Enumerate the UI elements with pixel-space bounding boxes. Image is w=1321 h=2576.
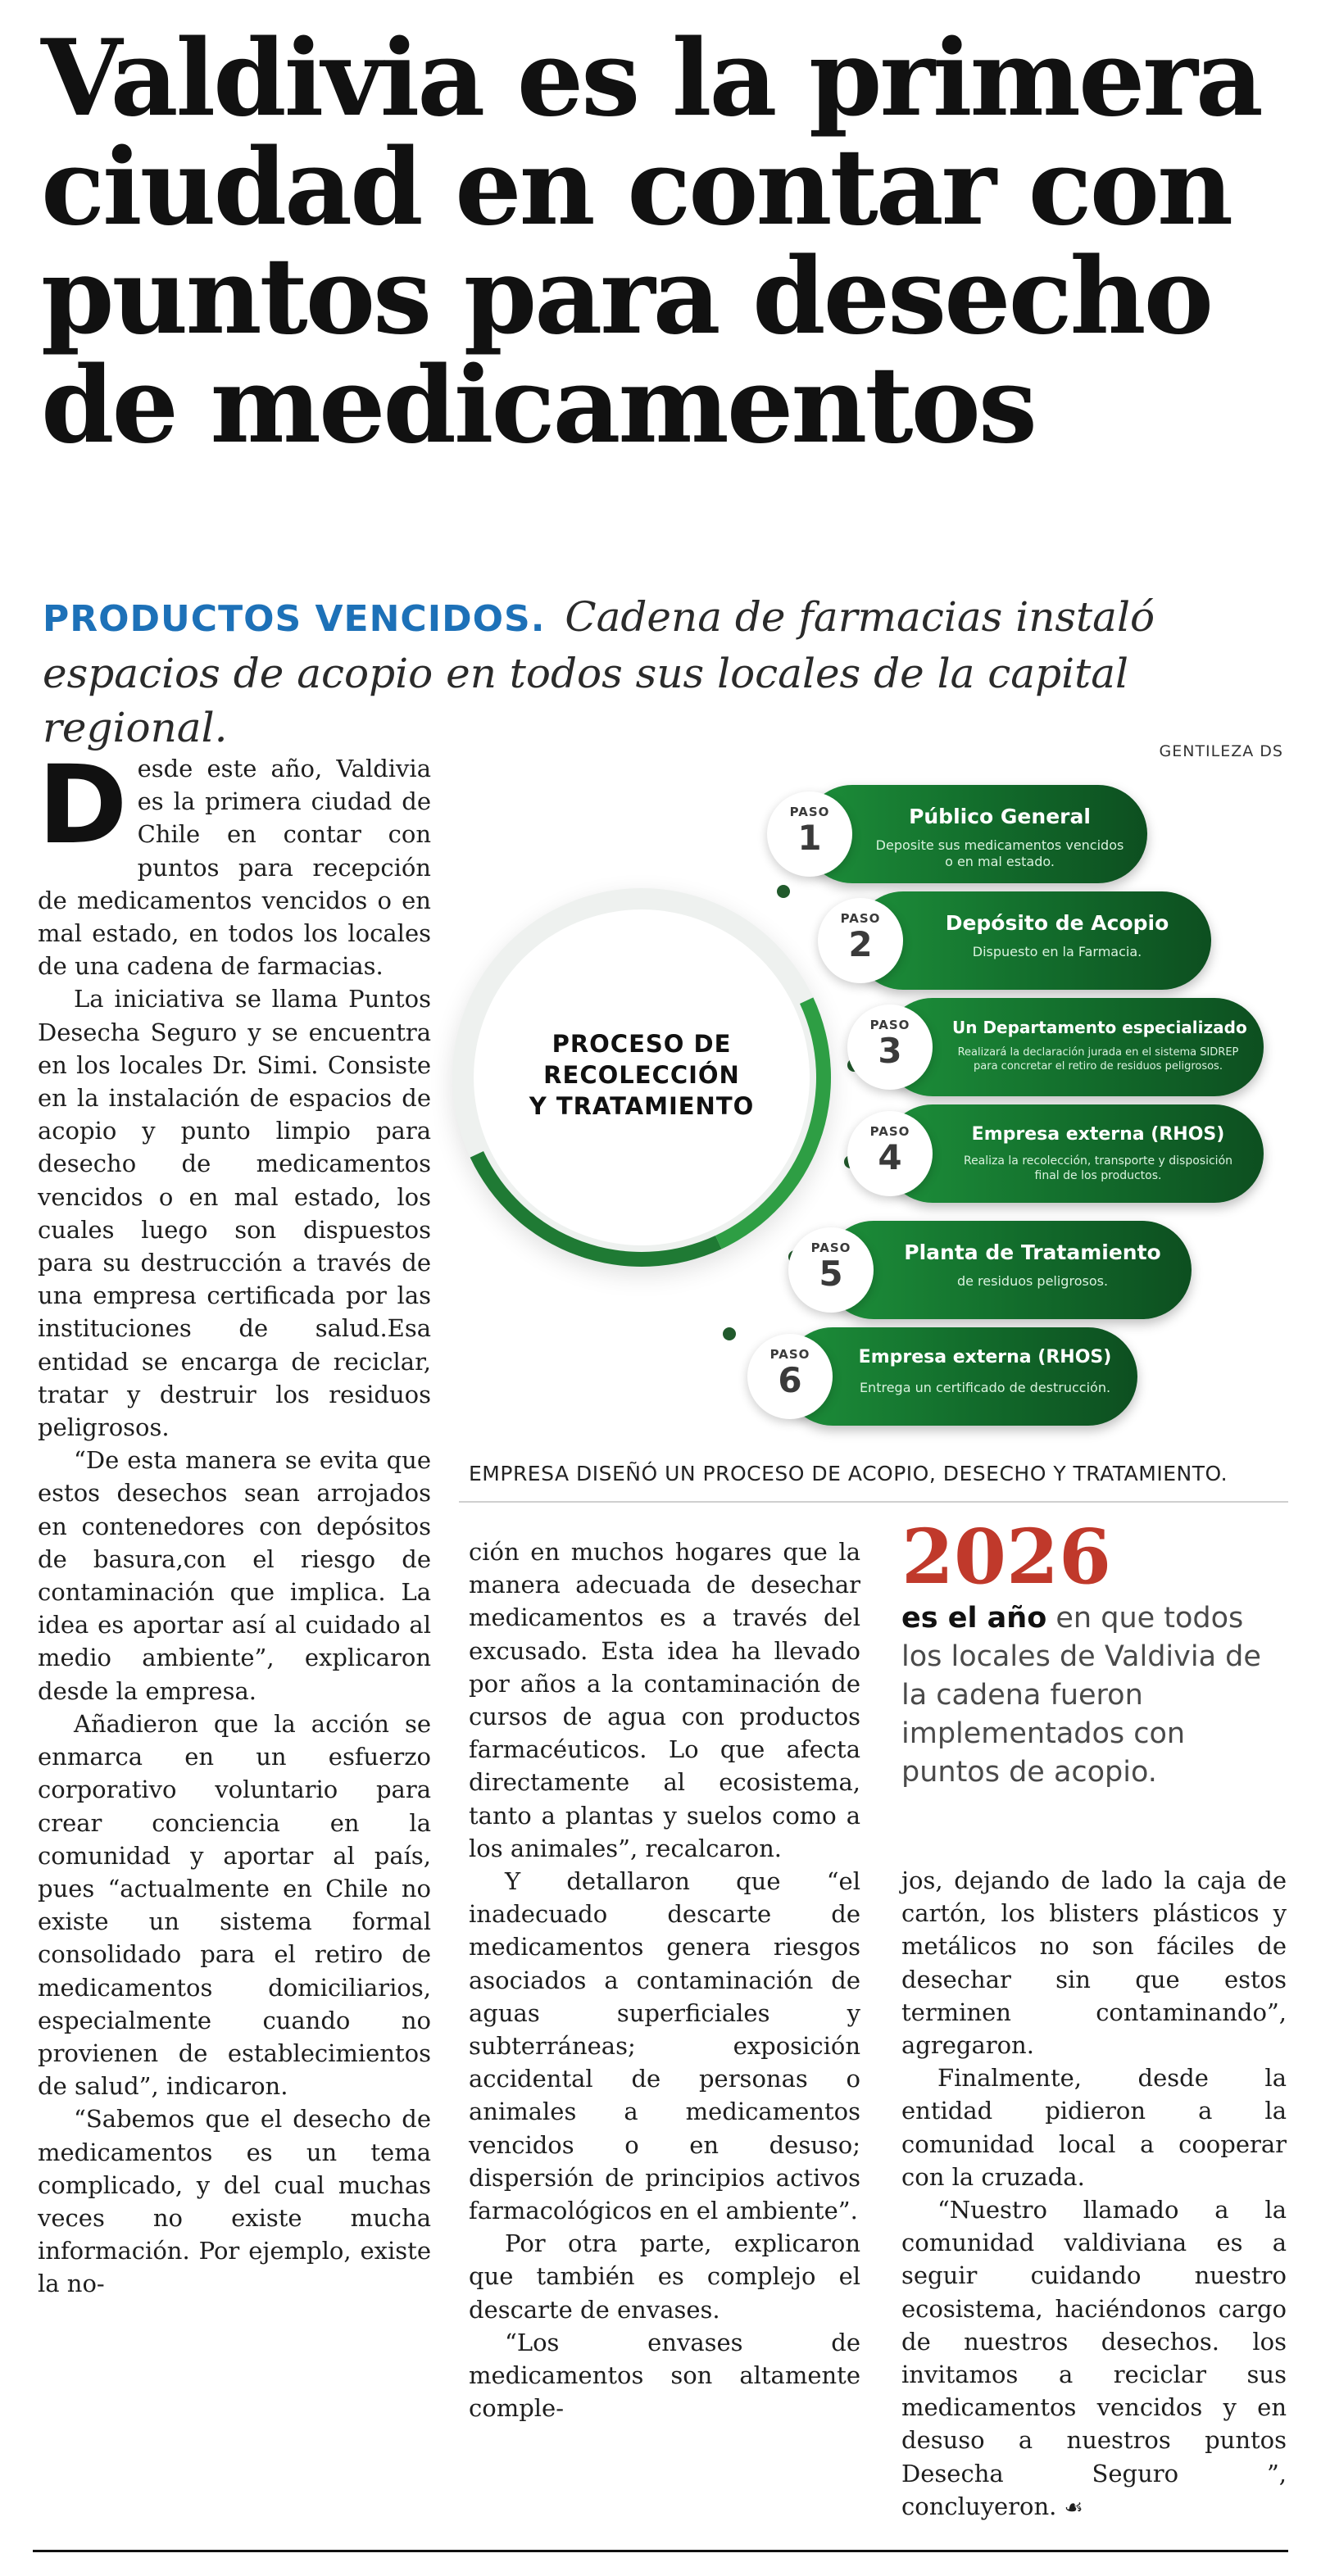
paragraph: Finalmente, desde la entidad pidieron a la comunidad local a cooperar con la cruzada. bbox=[901, 2064, 1287, 2191]
body-column-1 bbox=[38, 742, 431, 2301]
connector-dot bbox=[723, 1327, 736, 1340]
step-number: 4 bbox=[878, 1137, 902, 1177]
end-mark-icon: ☙ bbox=[1064, 2495, 1083, 2520]
deck bbox=[43, 590, 1288, 755]
process-step-6 bbox=[769, 1327, 1137, 1426]
process-step-1 bbox=[789, 785, 1147, 883]
caption-divider bbox=[459, 1501, 1288, 1503]
connector-dot bbox=[777, 885, 790, 898]
step-badge bbox=[747, 1334, 833, 1419]
stat-text bbox=[901, 1599, 1287, 1792]
headline-line: puntos para desecho bbox=[41, 235, 1211, 358]
paragraph: Y detallaron que “el inadecuado descarte de medicamentos genera riesgos asociados a contaminación de aguas superficiales y subterráneas; exposición accidental de personas o animales a medicamentos vencidos o en desuso; dispersión de principios activos farmacológicos en el ambiente”. bbox=[469, 1867, 860, 2225]
stat-number: 2026 bbox=[901, 1512, 1112, 1601]
stat-lead: es el año bbox=[901, 1602, 1047, 1635]
step-description: Realizará la declaración jurada en el sistema SIDREP para concretar el retiro de residuos peligrosos. bbox=[957, 1046, 1239, 1073]
paragraph: “Sabemos que el desecho de medicamentos es un tema complicado, y del cual muchas veces no existe mucha información. Por ejemplo, existe la no- bbox=[38, 2105, 431, 2298]
step-badge bbox=[788, 1227, 874, 1313]
deck-kicker: PRODUCTOS VENCIDOS. bbox=[43, 598, 546, 640]
paragraph: ción en muchos hogares que la manera adecuada de desechar medicamentos es a través del excusado. Esta idea ha llevado por años a la contaminación de cursos de agua con productos farmacéuticos. Lo que afecta directamente al ecosistema, tanto a plantas y suelos como a los animales”, recalcaron. bbox=[469, 1538, 860, 1862]
step-title: Público General bbox=[909, 805, 1091, 828]
step-title: Depósito de Acopio bbox=[945, 911, 1169, 935]
paragraph: “De esta manera se evita que estos desechos sean arrojados en contenedores con depósitos de basura,con el riesgo de contaminación que implica. La idea es aportar así al cuidado al medio ambiente”, explicaron desde la empresa. bbox=[38, 1446, 431, 1705]
step-description: Realiza la recolección, transporte y disposición final de los productos. bbox=[963, 1154, 1233, 1182]
process-step-4 bbox=[869, 1104, 1264, 1203]
process-infographic bbox=[459, 762, 1288, 1450]
step-label: PASO bbox=[869, 1018, 910, 1032]
paragraph: “Los envases de medicamentos son altamente comple- bbox=[469, 2328, 860, 2423]
headline bbox=[41, 17, 1287, 467]
paragraph: Añadieron que la acción se enmarca en un esfuerzo corporativo voluntario para crear conciencia en la comunidad y aportar al país, pues “actualmente en Chile no existe un sistema formal consolidado para el retiro de medicamentos domiciliarios, especialmente cuando no provienen de establecimientos de salud”, indicaron. bbox=[38, 1709, 431, 2101]
step-label: PASO bbox=[869, 1124, 910, 1139]
step-title: Un Departamento especializado bbox=[952, 1018, 1247, 1037]
headline-line: Valdivia es la primera bbox=[41, 17, 1261, 140]
deck-text: Cadena de farmacias instaló espacios de acopio en todos sus locales de la capital regional. bbox=[43, 593, 1155, 751]
headline-line: de medicamentos bbox=[41, 344, 1035, 467]
stat-body: en que todos los locales de Valdivia de la cadena fueron implementados con puntos de acopio. bbox=[901, 1602, 1261, 1789]
step-number: 2 bbox=[848, 924, 873, 964]
body-column-2 bbox=[469, 1535, 860, 2424]
stat-callout bbox=[901, 1512, 1287, 1792]
step-description: Entrega un certificado de destrucción. bbox=[859, 1380, 1111, 1395]
headline-line: ciudad en contar con bbox=[41, 126, 1231, 249]
step-number: 3 bbox=[878, 1031, 902, 1071]
drop-cap: D bbox=[38, 742, 128, 868]
step-badge bbox=[847, 1005, 933, 1090]
infographic-caption: EMPRESA DISEÑÓ UN PROCESO DE ACOPIO, DESECHO Y TRATAMIENTO. bbox=[469, 1462, 1228, 1485]
step-label: PASO bbox=[840, 911, 881, 926]
step-description: Dispuesto en la Farmacia. bbox=[972, 944, 1142, 959]
step-number: 1 bbox=[797, 818, 822, 858]
center-title-line: Y TRATAMIENTO bbox=[529, 1092, 755, 1120]
step-description: de residuos peligrosos. bbox=[956, 1273, 1109, 1289]
step-badge bbox=[818, 898, 903, 983]
step-label: PASO bbox=[769, 1347, 810, 1362]
step-title: Empresa externa (RHOS) bbox=[858, 1347, 1112, 1367]
paragraph bbox=[38, 742, 431, 982]
step-badge bbox=[847, 1111, 933, 1196]
process-step-3 bbox=[869, 998, 1264, 1096]
paragraph-text: “Nuestro llamado a la comunidad valdiviana es a seguir cuidando nuestro ecosistema, haciéndonos cargo de nuestros desechos. los invitamos a reciclar sus medicamentos vencidos y en desuso a nuestros puntos Desecha Seguro ”, concluyeron. bbox=[901, 2196, 1287, 2520]
paragraph: jos, dejando de lado la caja de cartón, los blisters plásticos y metálicos no son fáciles de desechar sin que estos terminen contaminando”, agregaron. bbox=[901, 1866, 1287, 2060]
center-title-line: RECOLECCIÓN bbox=[543, 1061, 740, 1089]
step-number: 6 bbox=[778, 1360, 802, 1400]
step-number: 5 bbox=[819, 1254, 843, 1294]
paragraph: Por otra parte, explicaron que también es complejo el descarte de envases. bbox=[469, 2229, 860, 2324]
step-label: PASO bbox=[789, 805, 830, 819]
center-title bbox=[490, 1028, 793, 1122]
body-column-3 bbox=[901, 1864, 1287, 2524]
center-title-line: PROCESO DE bbox=[552, 1030, 732, 1058]
step-description: Deposite sus medicamentos vencidos o en mal estado. bbox=[875, 837, 1124, 869]
photo-credit: GENTILEZA DS bbox=[1159, 742, 1283, 760]
process-step-5 bbox=[810, 1221, 1192, 1319]
step-title: Empresa externa (RHOS) bbox=[971, 1124, 1225, 1145]
paragraph: La iniciativa se llama Puntos Desecha Seguro y se encuentra en los locales Dr. Simi. Consiste en la instalación de espacios de acopio y punto limpio para desecho de medicamentos vencidos o en mal estado, los cuales luego son dispuestos para su destrucción a través de una empresa certificada por las instituciones de salud.Esa entidad se encarga de reciclar, tratar y destruir los residuos peligrosos. bbox=[38, 985, 431, 1442]
step-title: Planta de Tratamiento bbox=[904, 1240, 1161, 1264]
step-label: PASO bbox=[810, 1240, 851, 1255]
paragraph bbox=[901, 2193, 1287, 2524]
bottom-rule bbox=[33, 2550, 1288, 2552]
step-badge bbox=[767, 791, 852, 877]
process-step-2 bbox=[840, 891, 1211, 990]
paragraph-text: esde este año, Valdivia es la primera ciudad de Chile en contar con puntos para recepción de medicamentos vencidos o en mal estado, en todos los locales de una cadena de farmacias. bbox=[38, 755, 431, 981]
